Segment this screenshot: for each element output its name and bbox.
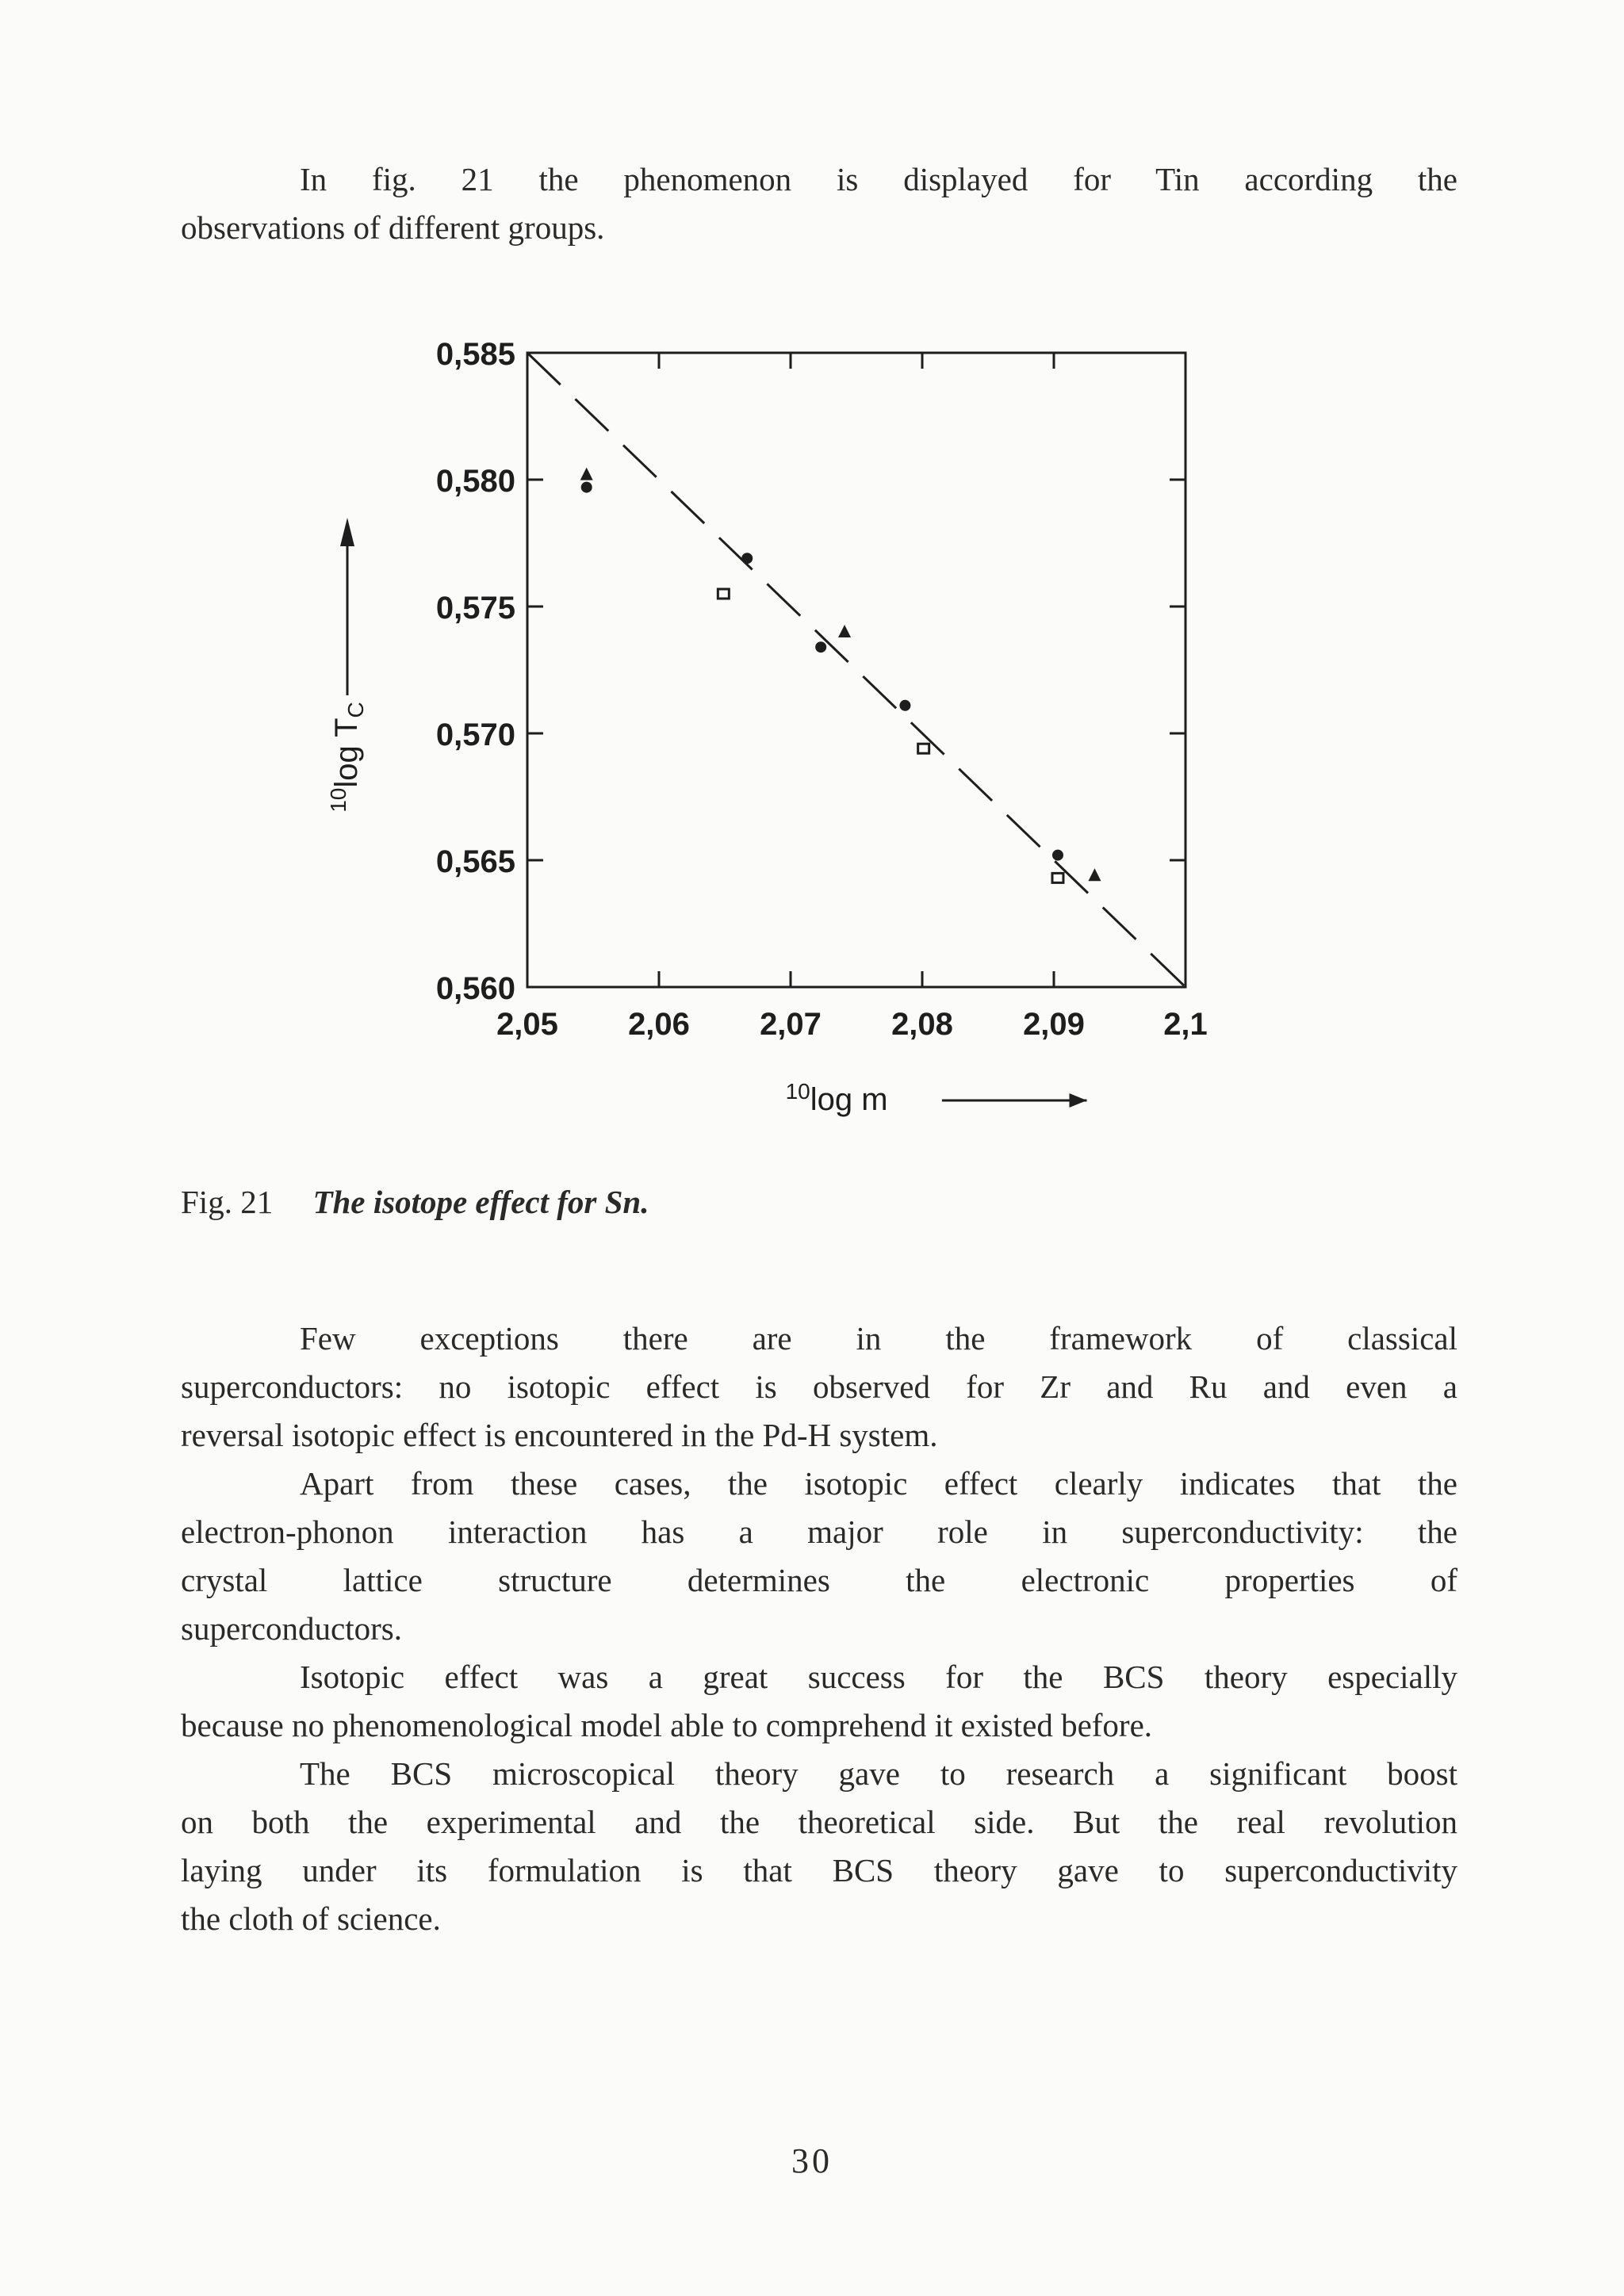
y-axis-arrowhead: [340, 518, 354, 546]
page-number: 30: [791, 2141, 833, 2180]
data-point-dot: [815, 641, 826, 652]
text-line: In fig. 21 the phenomenon is displayed for Tin according the: [300, 161, 1457, 197]
x-tick-label: 2,08: [891, 1007, 953, 1042]
y-tick-label: 0,575: [435, 591, 515, 626]
x-axis-arrowhead: [1070, 1093, 1087, 1108]
data-point-square: [918, 744, 929, 753]
data-point-triangle: [838, 625, 851, 637]
text-line: Isotopic effect was a great success for the BCS theory especially: [300, 1659, 1457, 1695]
data-point-square: [1052, 873, 1063, 882]
intro-paragraph: [181, 155, 1457, 252]
y-tick-label: 0,560: [435, 971, 515, 1006]
text-line: on both the experimental and the theoretical side. But the real revolution: [181, 1804, 1457, 1840]
text-line: the cloth of science.: [181, 1900, 441, 1937]
figure-caption: [181, 1183, 649, 1221]
text-line: observations of different groups.: [181, 209, 605, 246]
figure-caption-title: The isotope effect for Sn.: [312, 1184, 649, 1220]
y-tick-label: 0,580: [435, 464, 515, 499]
text-line: superconductors.: [181, 1610, 402, 1647]
x-tick-label: 2,07: [760, 1007, 822, 1042]
data-point-triangle: [1088, 868, 1101, 881]
y-tick-label: 0,585: [435, 337, 515, 372]
y-tick-label: 0,570: [435, 718, 515, 752]
y-tick-label: 0,565: [435, 844, 515, 879]
data-point-dot: [741, 553, 753, 564]
text-line: The BCS microscopical theory gave to research a significant boost: [300, 1755, 1457, 1792]
fit-line: [527, 353, 1185, 987]
x-tick-label: 2,05: [496, 1007, 558, 1042]
text-line: superconductors: no isotopic effect is observed for Zr and Ru and even a: [181, 1368, 1457, 1405]
isotope-effect-figure: [301, 317, 1221, 1161]
body-text: [181, 1314, 1457, 1943]
x-tick-label: 2,09: [1023, 1007, 1085, 1042]
x-tick-label: 2,1: [1163, 1007, 1208, 1042]
text-line: electron-phonon interaction has a major role in superconductivity: the: [181, 1513, 1457, 1550]
data-point-dot: [899, 700, 910, 711]
text-line: reversal isotopic effect is encountered in the Pd-H system.: [181, 1417, 938, 1453]
text-line: crystal lattice structure determines the electronic properties of: [181, 1562, 1457, 1598]
x-tick-label: 2,06: [628, 1007, 690, 1042]
y-axis-label: $^{10}$log $T_C$: [326, 702, 368, 813]
text-line: Apart from these cases, the isotopic effect clearly indicates that the: [300, 1465, 1457, 1502]
isotope-effect-chart: [301, 317, 1221, 1158]
data-point-triangle: [580, 468, 593, 480]
text-line: Few exceptions there are in the framework of classical: [300, 1320, 1457, 1357]
x-axis-label: $^{10}$log m: [785, 1079, 888, 1117]
figure-caption-number: Fig. 21: [181, 1184, 274, 1220]
text-line: laying under its formulation is that BCS theory gave to superconductivity: [181, 1852, 1457, 1888]
text-line: because no phenomenological model able to comprehend it existed before.: [181, 1707, 1153, 1743]
data-point-dot: [1052, 850, 1063, 861]
data-point-dot: [581, 482, 592, 493]
data-point-square: [718, 589, 729, 599]
